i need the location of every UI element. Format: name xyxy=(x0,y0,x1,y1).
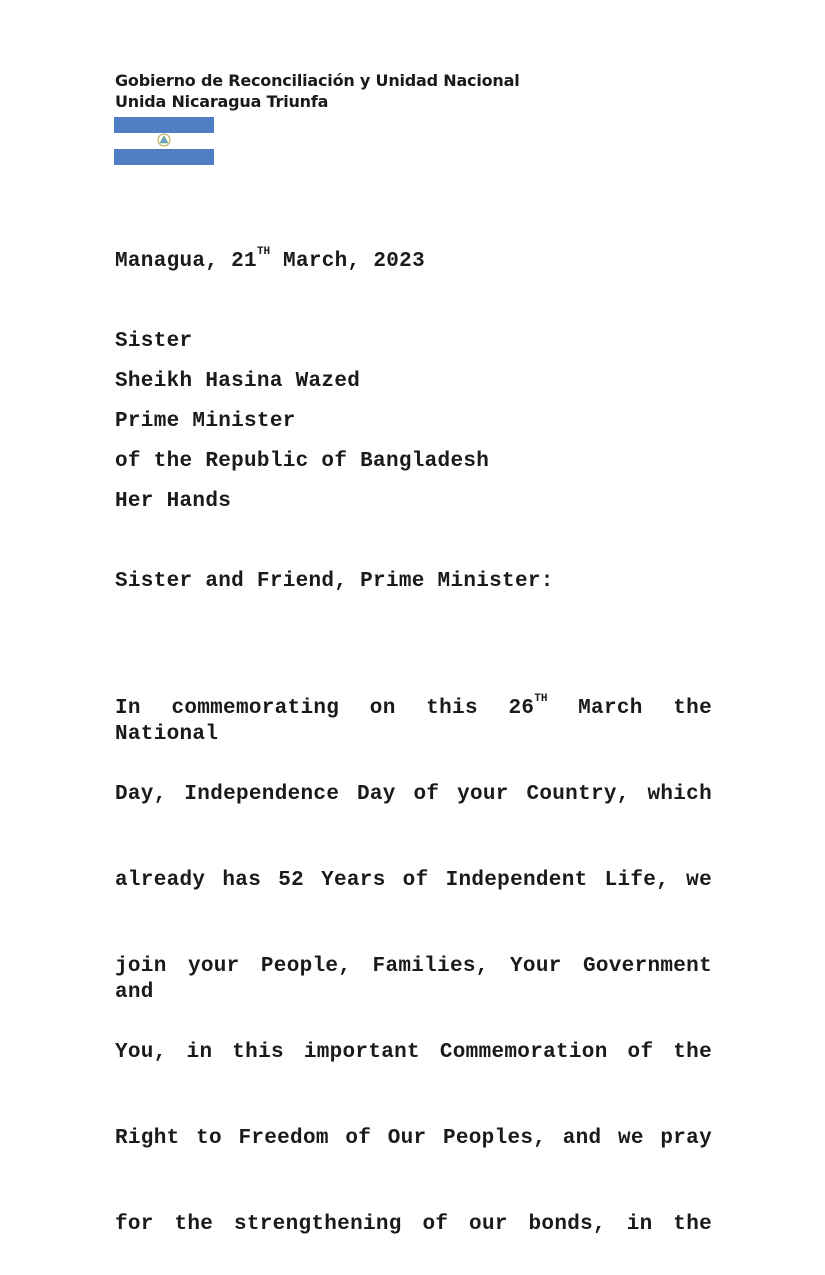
body-line: join your People, Families, Your Government and xyxy=(115,955,712,1004)
body-line: already has 52 Years of Independent Life, we xyxy=(115,869,712,892)
letter-date xyxy=(115,246,425,275)
body-line: You, in this important Commemoration of the xyxy=(115,1041,712,1064)
body-line: for the strengthening of our bonds, in the xyxy=(115,1213,712,1236)
addressee-line: Sheikh Hasina Wazed xyxy=(115,370,361,393)
date-ordinal-suffix: TH xyxy=(256,246,271,258)
addressee-line: of the Republic of Bangladesh xyxy=(115,450,490,473)
coat-of-arms-icon xyxy=(157,133,171,147)
body-line: Right to Freedom of Our Peoples, and we pray xyxy=(115,1127,712,1150)
nicaragua-flag-icon xyxy=(114,117,214,165)
body-line xyxy=(115,693,712,746)
addressee-line: Sister xyxy=(115,330,193,353)
flag-band-top xyxy=(114,117,214,133)
flag-band-bottom xyxy=(114,149,214,165)
addressee-line: Prime Minister xyxy=(115,410,296,433)
body-line1-prefix: In commemorating on this 26 xyxy=(115,697,535,720)
body-line1-suffix: March the National xyxy=(115,697,712,746)
body-ordinal-suffix: TH xyxy=(534,693,548,705)
salutation: Sister and Friend, Prime Minister: xyxy=(115,570,554,593)
letter-body xyxy=(115,650,712,1275)
addressee-line: Her Hands xyxy=(115,490,232,513)
letterhead xyxy=(115,70,520,112)
letterhead-motto: Unida Nicaragua Triunfa xyxy=(115,92,329,111)
date-prefix: Managua, 21 xyxy=(115,250,257,273)
body-line: Day, Independence Day of your Country, which xyxy=(115,783,712,806)
letterhead-government-name: Gobierno de Reconciliación y Unidad Nacional xyxy=(115,71,520,90)
date-suffix: March, 2023 xyxy=(270,250,425,273)
